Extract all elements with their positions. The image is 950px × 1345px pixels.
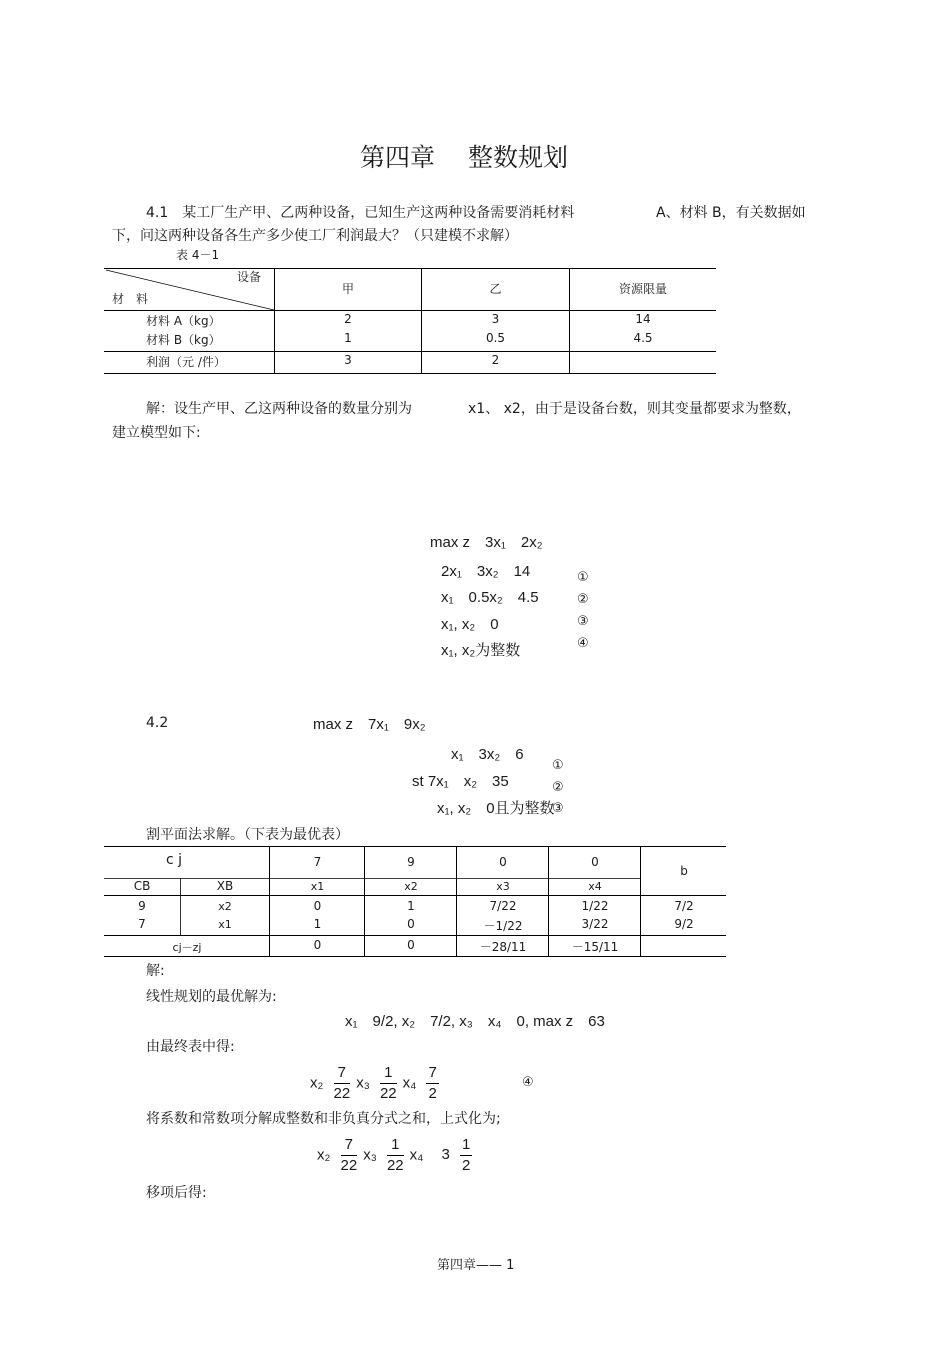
cell-a-limit: 14 [635, 312, 651, 326]
row2-cb: 7 [138, 917, 146, 931]
diag-header-bottom: 材 料 [112, 292, 149, 306]
lp-optimal-label: 线性规划的最优解为: [146, 989, 277, 1005]
model-41-constraint-4: x₁, x₂为整数 [441, 642, 521, 659]
eq2-var-1: x₃ [363, 1146, 377, 1164]
eq1-frac-1-den: 22 [333, 1085, 351, 1102]
eq2-frac-2-den: 22 [386, 1157, 404, 1174]
marker-42-2: ② [552, 780, 564, 795]
decompose-label: 将系数和常数项分解成整数和非负真分式之和，上式化为; [146, 1111, 501, 1127]
eq1-frac-2 [380, 1063, 397, 1104]
eq1-frac-3 [426, 1063, 438, 1104]
eq1-frac-3-num: 7 [426, 1063, 438, 1084]
eq2-var-2: x₄ [409, 1146, 424, 1164]
after-move-label: 移项后得: [146, 1185, 207, 1201]
eq2-frac-2-num: 1 [387, 1135, 404, 1156]
row1-x2: 1 [407, 899, 415, 913]
eq2-lhs: x₂ [317, 1146, 331, 1164]
cell-a-jia: 2 [344, 312, 352, 326]
eq1-lhs: x₂ [310, 1074, 324, 1092]
cell-profit-yi: 2 [491, 353, 500, 367]
header-x3: x3 [496, 880, 510, 893]
header-cb: CB [133, 879, 151, 893]
model-41-objective: max z 3x₁ 2x₂ [430, 534, 543, 551]
eq1-var-1: x₃ [356, 1074, 370, 1092]
eq2-frac-3-num: 1 [460, 1135, 472, 1156]
eq2-frac-3-den: 2 [461, 1157, 471, 1174]
eq1-frac-1-num: 7 [334, 1063, 351, 1084]
row1-b: 7/2 [674, 899, 694, 913]
model-41-constraint-1: 2x₁ 3x₂ 14 [441, 563, 531, 580]
row2-x1: 1 [313, 917, 322, 931]
problem-41-line2: 下，问这两种设备各生产多少使工厂利润最大？（只建模不求解） [112, 228, 518, 244]
solution-41-line2: 建立模型如下: [112, 425, 201, 441]
page-title: 第四章 整数规划 [360, 143, 568, 172]
problem-42-intro: 割平面法求解。（下表为最优表） [146, 827, 349, 843]
cj-value-2: 9 [407, 855, 415, 869]
row2-x3: －1/22 [483, 919, 523, 933]
model-41-constraint-2: x₁ 0.5x₂ 4.5 [441, 589, 539, 606]
equation-4 [310, 1063, 445, 1104]
problem-41-line1-tail: A、材料 B，有关数据如 [656, 205, 806, 221]
diag-header-top: 设备 [237, 270, 262, 284]
solution-41-line1-tail: x1、 x2，由于是设备台数，则其变量都要求为整数， [468, 401, 801, 417]
eq2-frac-1-num: 7 [341, 1135, 358, 1156]
cell-profit-jia: 3 [344, 353, 352, 367]
eq2-frac-1-den: 22 [340, 1157, 358, 1174]
row-label-profit: 利润（元 /件） [146, 355, 226, 369]
cell-a-yi: 3 [491, 312, 500, 326]
col-header-yi: 乙 [489, 282, 502, 296]
eq2-frac-3 [460, 1135, 472, 1176]
model-42-constraint-2: st 7x₁ x₂ 35 [412, 773, 509, 790]
cj-zj-2: 0 [407, 938, 415, 952]
model-42-constraint-3: x₁, x₂ 0且为整数 [437, 800, 555, 817]
marker-1: ① [577, 570, 589, 585]
header-xb: XB [216, 879, 234, 893]
row1-xb: x2 [218, 900, 232, 913]
row-label-b: 材料 B（kg） [146, 333, 221, 347]
row1-cb: 9 [138, 899, 146, 913]
header-x1: x1 [310, 880, 325, 893]
marker-42-3: ③ [552, 801, 564, 816]
model-42-constraint-1: x₁ 3x₂ 6 [451, 746, 524, 763]
model-42-objective: max z 7x₁ 9x₂ [313, 716, 426, 733]
cell-b-limit: 4.5 [633, 331, 653, 345]
marker-42-1: ① [552, 758, 564, 773]
header-x2: x2 [404, 880, 418, 893]
row2-xb: x1 [218, 918, 232, 931]
marker-2: ② [577, 592, 589, 607]
cj-zj-1: 0 [313, 938, 322, 952]
model-41-constraint-3: x₁, x₂ 0 [441, 616, 499, 633]
row1-x3: 7/22 [489, 899, 517, 913]
solution-41-line1: 解：设生产甲、乙这两种设备的数量分别为 [146, 401, 412, 417]
eq2-frac-2 [387, 1135, 404, 1176]
col-header-jia: 甲 [341, 282, 354, 296]
eq1-var-2: x₄ [402, 1074, 417, 1092]
cj-zj-label: cj－zj [172, 941, 202, 954]
cj-value-3: 0 [499, 855, 507, 869]
eq1-frac-2-den: 22 [379, 1085, 397, 1102]
row2-b: 9/2 [674, 917, 694, 931]
final-table-label: 由最终表中得: [146, 1039, 235, 1055]
cj-value-4: 0 [591, 855, 599, 869]
eq1-frac-3-den: 2 [428, 1085, 437, 1102]
equation-decomposed [317, 1135, 478, 1176]
problem-42-label: 4.2 [146, 715, 169, 731]
eq2-whole: 3 [441, 1146, 450, 1164]
row1-x4: 1/22 [581, 899, 609, 913]
row-label-a: 材料 A（kg） [146, 314, 221, 328]
eq1-frac-1 [334, 1063, 351, 1104]
cell-b-jia: 1 [344, 331, 352, 345]
cj-label: c j [166, 852, 183, 868]
page-footer: 第四章—— 1 [437, 1258, 515, 1273]
row2-x2: 0 [407, 917, 415, 931]
lp-optimal-solution: x₁ 9/2, x₂ 7/2, x₃ x₄ 0, max z 63 [345, 1013, 605, 1030]
b-header: b [680, 864, 688, 878]
eq2-frac-1 [341, 1135, 358, 1176]
row2-x4: 3/22 [581, 917, 609, 931]
marker-4: ④ [577, 636, 589, 651]
solution-42-label: 解: [146, 963, 165, 979]
cj-value-1: 7 [313, 855, 322, 869]
cell-b-yi: 0.5 [485, 331, 506, 345]
marker-3: ③ [577, 614, 589, 629]
col-header-limit: 资源限量 [618, 282, 667, 296]
header-x4: x4 [588, 880, 602, 893]
cj-zj-4: －15/11 [571, 940, 619, 954]
eq1-frac-2-num: 1 [380, 1063, 397, 1084]
cj-zj-3: －28/11 [479, 940, 527, 954]
marker-eq-4: ④ [522, 1075, 534, 1090]
table-caption: 表 4－1 [176, 248, 220, 262]
problem-41-line1: 4.1 某工厂生产甲、乙两种设备，已知生产这两种设备需要消耗材料 [146, 205, 575, 221]
row1-x1: 0 [313, 899, 322, 913]
